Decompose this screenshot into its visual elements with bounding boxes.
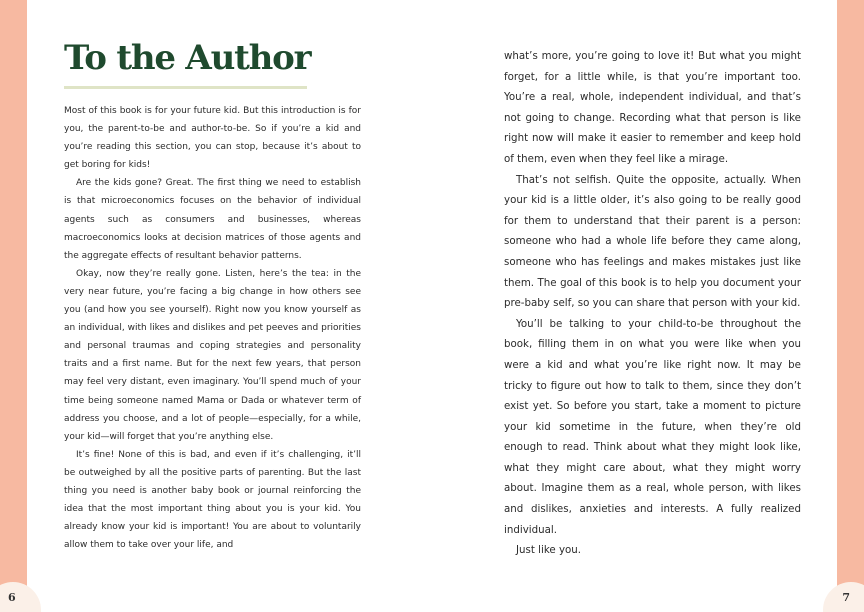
right-margin-bar <box>837 0 864 612</box>
chapter-title: To the Author <box>64 38 311 78</box>
left-paragraph-2: Are the kids gone? Great. The first thing we need to establish is that microeconomics focuses on the behavior of individual agents such as consumers and businesses, whereas macroeconomics looks at decision matrices of those agents and the aggregate effects of resultant behavior patterns. <box>64 178 361 261</box>
left-paragraph-1: Most of this book is for your future kid. But this introduction is for you, the parent-to-be and author-to-be. So if you’re a kid and you’re reading this section, you can stop, because it’s about to get boring for kids! <box>64 106 361 171</box>
page-number-right: 7 <box>842 591 850 604</box>
left-paragraph-4: It’s fine! None of this is bad, and even if it’s challenging, it’ll be outweighed by all the positive parts of parenting. But the last thing you need is another baby book or journal reinforcing the idea that the most important thing about you is your kid. You already know your kid is important! You are about to voluntarily allow them to take over your life, and <box>64 449 361 551</box>
left-paragraph-3: Okay, now they’re really gone. Listen, here’s the tea: in the very near future, you’re facing a big change in how others see you (and how you see yourself). Right now you know yourself as an individual, with likes and dislikes and pet peeves and priorities and personal traumas and coping strategies and personality traits and a first name. But for the next few years, that person may feel very distant, even imaginary. You’ll spend much of your time being someone named Mama or Dada or whatever term of address you choose, and a lot of people—especially, for a while, your kid—will forget that you’re anything else. <box>64 268 361 442</box>
left-page-tab <box>0 582 41 612</box>
right-paragraph-1: what’s more, you’re going to love it! But what you might forget, for a little while, is that you’re important too. You’re a real, whole, independent individual, and that’s not going to change. Recording what that person is like right now will make it easier to remember and keep hold of them, even when they feel like a mirage. <box>504 50 801 165</box>
right-paragraph-3: You’ll be talking to your child-to-be throughout the book, filling them in on what you were like when you were a kid and what you’re like right now. It may be tricky to figure out how to talk to them, since they don’t exist yet. So before you start, take a moment to picture your kid sometime in the future, when they’re old enough to read. Think about what they might look like, what they might care about, what they might worry about. Imagine them as a real, whole person, with likes and dislikes, anxieties and interests. A fully realized individual. <box>504 317 801 536</box>
right-paragraph-4: Just like you. <box>516 544 582 557</box>
right-paragraph-2: That’s not selfish. Quite the opposite, actually. When your kid is a little older, it’s also going to be really good for them to understand that their parent is a person: someone who had a whole life before they came along, someone who has feelings and makes mistakes just like them. The goal of this book is to help you document your pre-baby self, so you can share that person with your kid. <box>504 173 801 310</box>
left-page-text <box>64 102 361 554</box>
title-underline <box>64 86 307 89</box>
left-margin-bar <box>0 0 27 612</box>
page-number-left: 6 <box>8 591 16 604</box>
right-page-text <box>504 46 801 561</box>
